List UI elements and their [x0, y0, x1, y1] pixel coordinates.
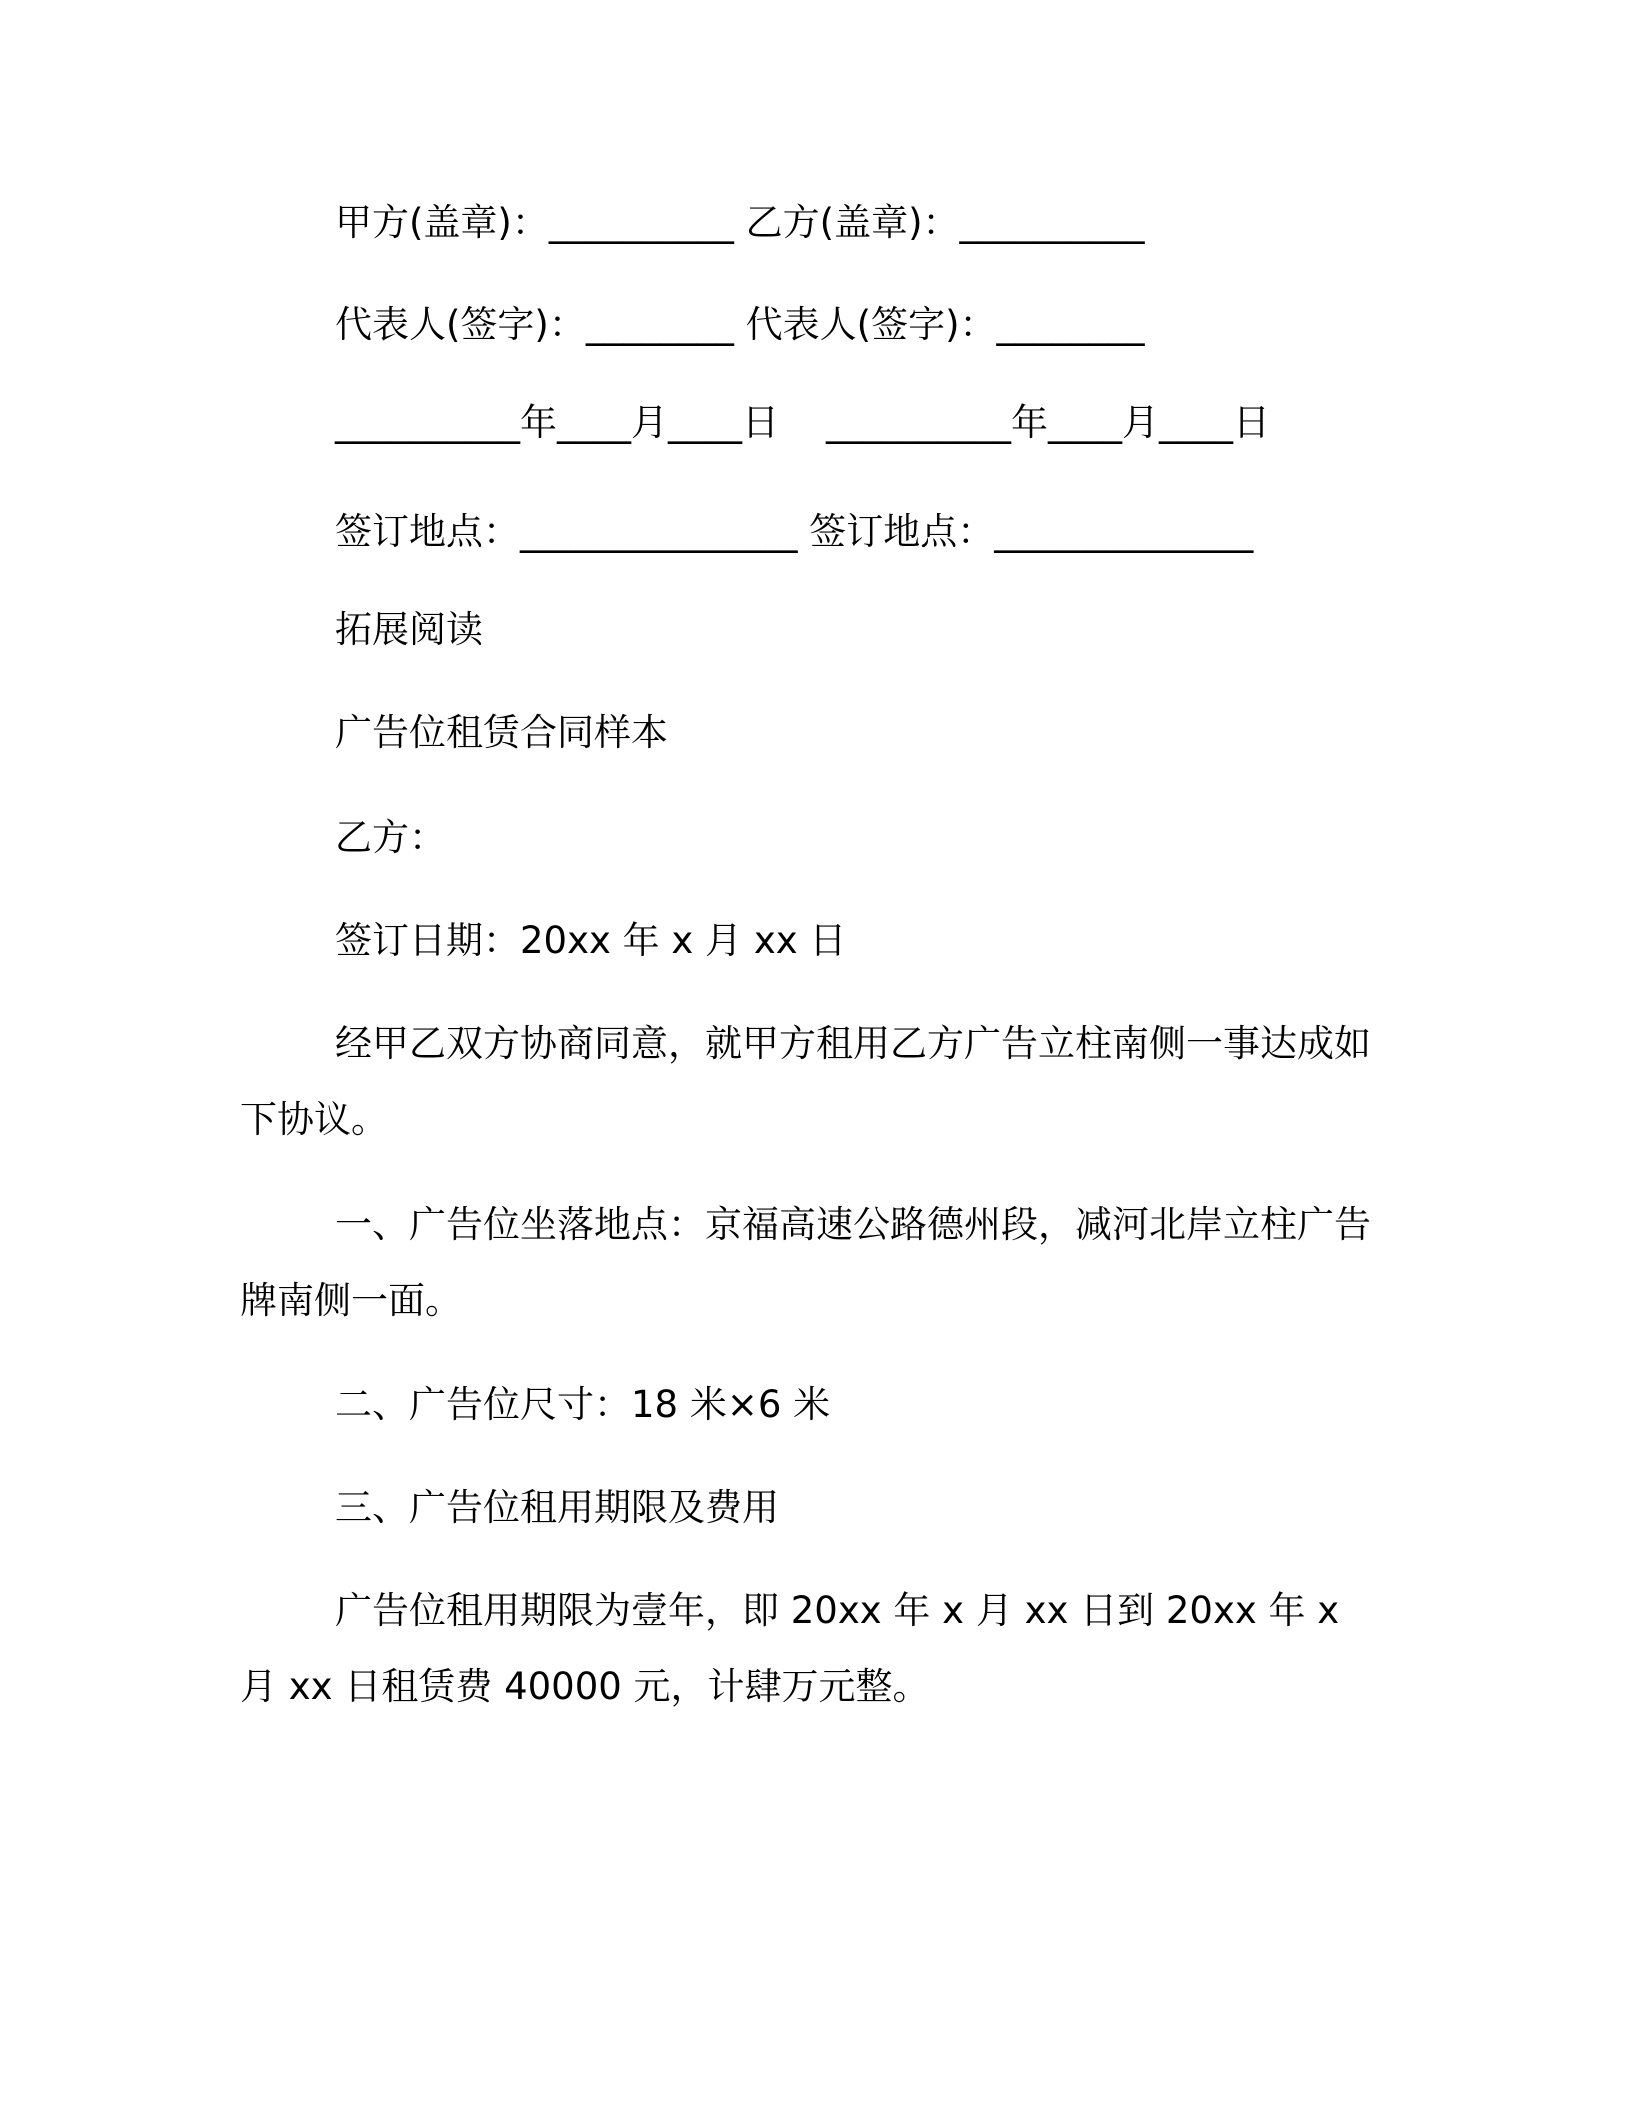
extended-reading-heading: 拓展阅读 [335, 608, 483, 651]
clause-3-paragraph: 广告位租用期限为壹年，即 20xx 年 x 月 xx 日到 20xx 年 x 月 xx 日租赁费 40000 元，计肆万元整。 [240, 1589, 1340, 1708]
party-b-label: 乙方： [335, 816, 446, 859]
clause-1-paragraph: 一、广告位坐落地点：京福高速公路德州段，减河北岸立柱广告牌南侧一面。 [240, 1203, 1371, 1322]
contract-title: 广告位租赁合同样本 [335, 711, 668, 754]
signing-date-text: 签订日期：20xx 年 x 月 xx 日 [335, 919, 847, 962]
representative-signature-line: 代表人(签字)：________ 代表人(签字)：________ [335, 303, 1145, 346]
intro-paragraph: 经甲乙双方协商同意，就甲方租用乙方广告立柱南侧一事达成如下协议。 [240, 1022, 1371, 1141]
signing-place-line: 签订地点：_______________ 签订地点：______________ [335, 510, 1254, 553]
clause-2-text: 二、广告位尺寸：18 米×6 米 [335, 1383, 831, 1426]
signing-date-line: __________年____月____日 __________年____月____日 [335, 401, 1271, 444]
party-seal-line: 甲方(盖章)：__________ 乙方(盖章)：__________ [335, 201, 1145, 244]
clause-3-heading: 三、广告位租用期限及费用 [335, 1486, 779, 1529]
